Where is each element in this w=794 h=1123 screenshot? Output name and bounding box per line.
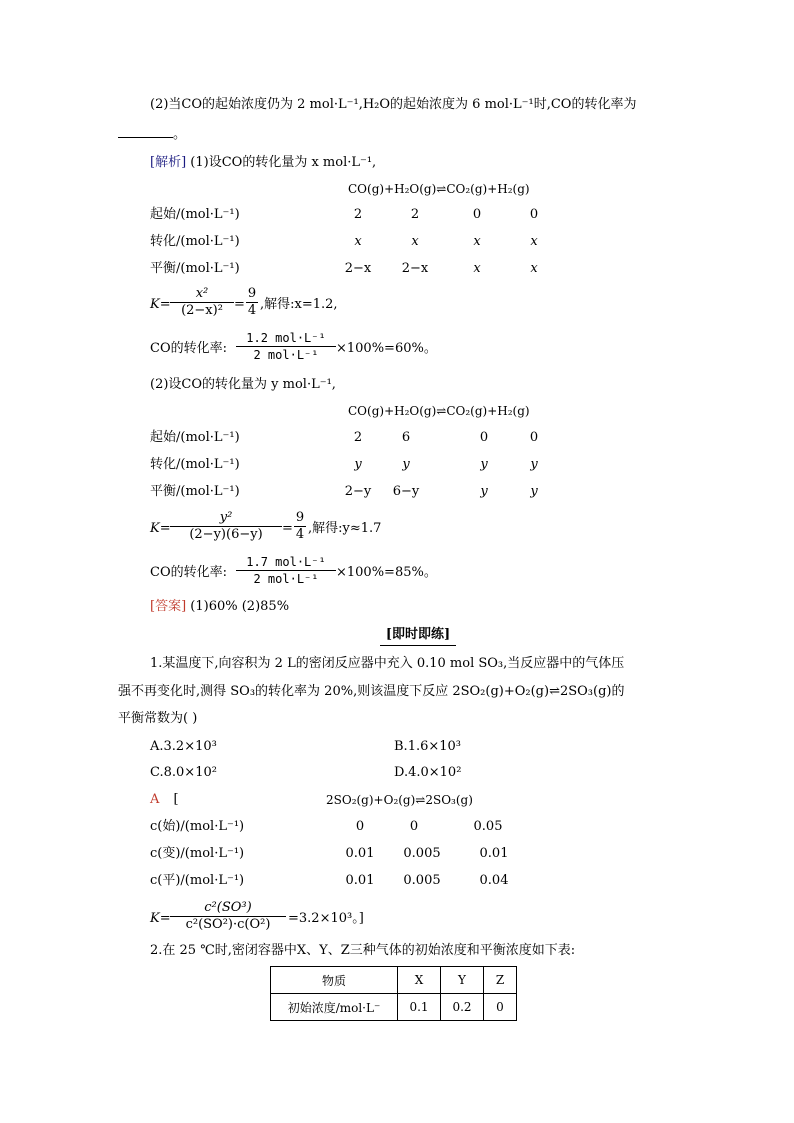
conv1-fraction: 1.2 mol·L⁻¹ 2 mol·L⁻¹ bbox=[236, 330, 336, 363]
cell: x bbox=[530, 261, 538, 276]
k3-fraction: $\frac{\text{c²(SO³)}}{\text{c²(SO²)·c(O²)}}$ bbox=[170, 900, 286, 933]
table-header-row bbox=[271, 967, 517, 994]
cell: 0.005 bbox=[403, 873, 441, 888]
row-label: c(始)/(mol·L⁻¹) bbox=[150, 819, 245, 834]
problem-1-answer: A bbox=[150, 792, 160, 807]
analysis-p1: (1)设CO的转化量为 x mol·L⁻¹, bbox=[190, 155, 377, 170]
cell: y bbox=[402, 457, 410, 472]
analysis-tag: [解析] bbox=[150, 155, 187, 170]
conv2-fraction: 1.7 mol·L⁻¹ 2 mol·L⁻¹ bbox=[236, 554, 336, 587]
table-row bbox=[271, 994, 517, 1021]
k-symbol: K= bbox=[150, 297, 171, 312]
cell: 2 bbox=[353, 207, 363, 222]
table-header-cell: 物质 bbox=[271, 967, 398, 994]
table-header-cell: Z bbox=[484, 967, 517, 994]
problem-1-line1: 1.某温度下,向容积为 2 L的密闭反应器中充入 0.10 mol SO₃,当反应器中的气体压 bbox=[150, 656, 625, 671]
cell: x bbox=[411, 234, 419, 249]
answer-line bbox=[150, 598, 289, 616]
cell: 6−y bbox=[392, 484, 420, 499]
cell: 2−x bbox=[344, 261, 372, 276]
conv1-prefix: CO的转化率: bbox=[150, 341, 227, 356]
problem-1-line3: 平衡常数为( ) bbox=[118, 711, 198, 726]
conv1-result: ×100%=60%。 bbox=[336, 341, 437, 356]
k2-result: ,解得:y≈1.7 bbox=[308, 521, 382, 536]
cell: 0.01 bbox=[479, 846, 509, 861]
cell: 0.005 bbox=[403, 846, 441, 861]
k1-fraction: $\frac{\text{x²}}{\text{(2−x)²}}$ bbox=[170, 286, 234, 319]
question-2-line1: (2)当CO的起始浓度仍为 2 mol·L⁻¹,H₂O的起始浓度为 6 mol·L⁻¹时,CO的转化率为 bbox=[150, 97, 637, 112]
cell: 0 bbox=[355, 819, 365, 834]
row-label: 转化/(mol·L⁻¹) bbox=[150, 457, 240, 472]
cell: 0 bbox=[529, 207, 539, 222]
k2-value: $\frac{9}{4}$ bbox=[295, 510, 305, 542]
concentration-table bbox=[270, 966, 517, 1021]
cell: 0 bbox=[529, 430, 539, 445]
section-title: [即时即练] bbox=[380, 625, 456, 646]
answer-text: (1)60% (2)85% bbox=[190, 599, 290, 614]
k1-value: $\frac{9}{4}$ bbox=[247, 286, 257, 318]
cell: 0 bbox=[479, 430, 489, 445]
table-cell: 0.2 bbox=[441, 994, 484, 1021]
problem-1-answer-line: A [ bbox=[150, 792, 179, 807]
cell: 2−x bbox=[401, 261, 429, 276]
option-c: C.8.0×10² bbox=[150, 765, 217, 780]
option-a: A.3.2×10³ bbox=[150, 739, 217, 754]
cell: x bbox=[354, 234, 362, 249]
equation-2: CO(g)+H₂O(g)⇌CO₂(g)+H₂(g) bbox=[348, 404, 530, 418]
table-cell: 0.1 bbox=[398, 994, 441, 1021]
problem-1-line2: 强不再变化时,测得 SO₃的转化率为 20%,则该温度下反应 2SO₂(g)+O₂(g)⇌2SO₃(g)的 bbox=[118, 684, 625, 699]
cell: y bbox=[480, 484, 488, 499]
equation-3: 2SO₂(g)+O₂(g)⇌2SO₃(g) bbox=[326, 793, 473, 807]
option-b: B.1.6×10³ bbox=[394, 739, 462, 754]
conv2-result: ×100%=85%。 bbox=[336, 565, 437, 580]
conv2-prefix: CO的转化率: bbox=[150, 565, 227, 580]
question-2-line2: 。 bbox=[118, 125, 186, 144]
table-header-cell: X bbox=[398, 967, 441, 994]
cell: x bbox=[473, 261, 481, 276]
row-label: 起始/(mol·L⁻¹) bbox=[150, 430, 240, 445]
answer-blank bbox=[118, 125, 173, 138]
k3-result: =3.2×10³。] bbox=[288, 911, 364, 926]
cell: y bbox=[530, 457, 538, 472]
problem-2-line1: 2.在 25 ℃时,密闭容器中X、Y、Z三种气体的初始浓度和平衡浓度如下表: bbox=[150, 943, 576, 958]
option-d: D.4.0×10² bbox=[394, 765, 462, 780]
cell: 0.01 bbox=[345, 873, 375, 888]
cell: x bbox=[473, 234, 481, 249]
k1-result: ,解得:x=1.2, bbox=[260, 297, 338, 312]
cell: 0.01 bbox=[345, 846, 375, 861]
cell: 2 bbox=[353, 430, 363, 445]
cell: 0 bbox=[409, 819, 419, 834]
analysis-p2: (2)设CO的转化量为 y mol·L⁻¹, bbox=[150, 377, 336, 392]
table-cell: 0 bbox=[484, 994, 517, 1021]
row-label: 平衡/(mol·L⁻¹) bbox=[150, 484, 240, 499]
k2-fraction: $\frac{\text{y²}}{(2-y)(6-y)}$ bbox=[170, 510, 282, 543]
cell: y bbox=[480, 457, 488, 472]
table-cell: 初始浓度/mol·L⁻ bbox=[271, 994, 398, 1021]
answer-tag: [答案] bbox=[150, 599, 187, 614]
cell: 2−y bbox=[344, 484, 372, 499]
row-label: 起始/(mol·L⁻¹) bbox=[150, 207, 240, 222]
cell: 0.05 bbox=[473, 819, 503, 834]
cell: 0.04 bbox=[479, 873, 509, 888]
cell: 0 bbox=[472, 207, 482, 222]
cell: y bbox=[354, 457, 362, 472]
cell: 6 bbox=[401, 430, 411, 445]
cell: y bbox=[530, 484, 538, 499]
analysis-intro bbox=[150, 154, 376, 172]
row-label: c(平)/(mol·L⁻¹) bbox=[150, 873, 245, 888]
equation-1: CO(g)+H₂O(g)⇌CO₂(g)+H₂(g) bbox=[348, 182, 530, 196]
row-label: 转化/(mol·L⁻¹) bbox=[150, 234, 240, 249]
table-header-cell: Y bbox=[441, 967, 484, 994]
cell: 2 bbox=[410, 207, 420, 222]
row-label: 平衡/(mol·L⁻¹) bbox=[150, 261, 240, 276]
cell: x bbox=[530, 234, 538, 249]
row-label: c(变)/(mol·L⁻¹) bbox=[150, 846, 245, 861]
